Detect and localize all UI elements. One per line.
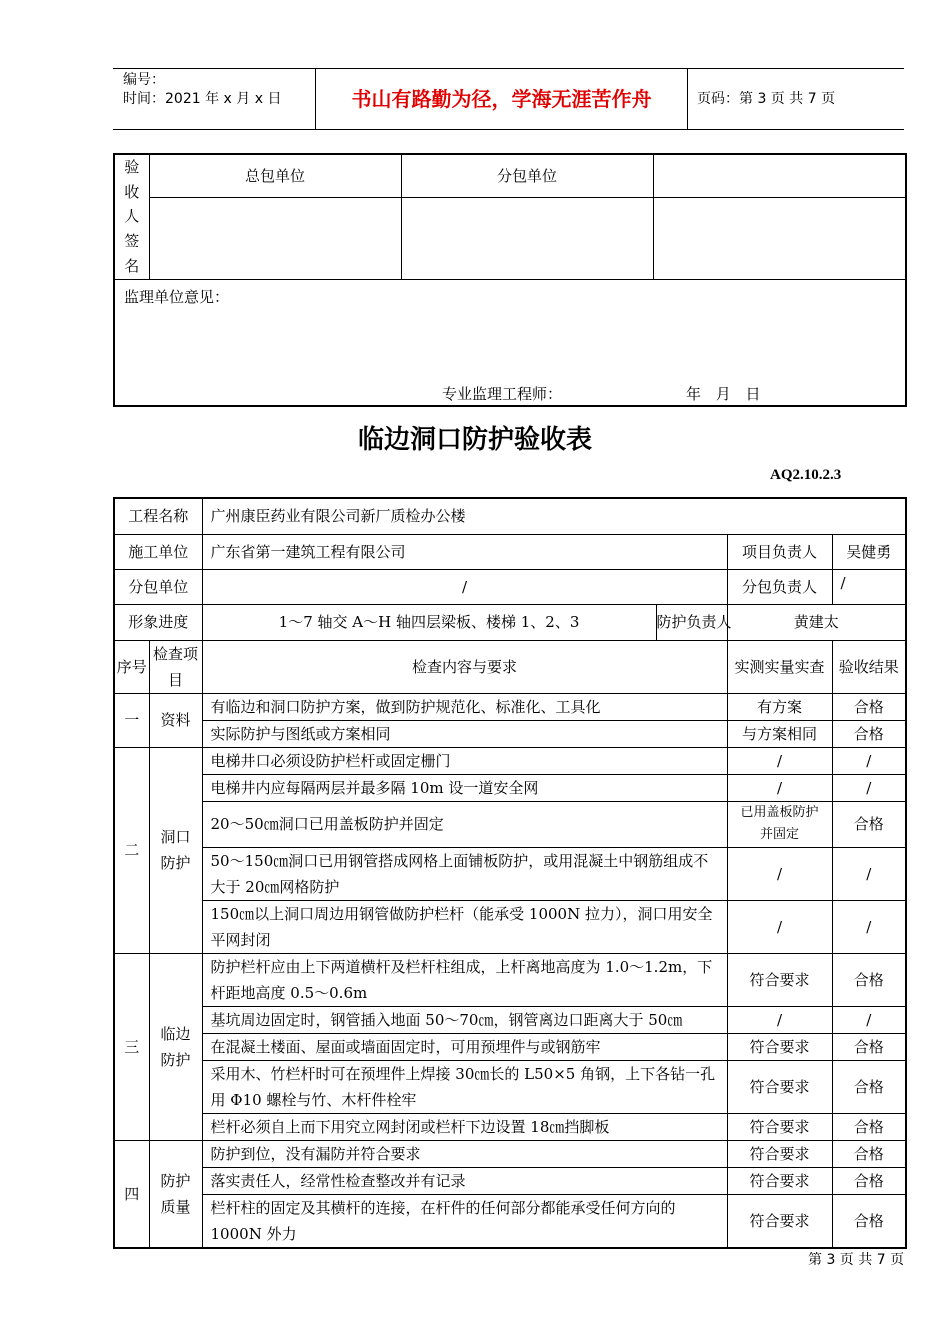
- check-measured: 符合要求: [727, 1060, 832, 1113]
- sub-contractor-signature[interactable]: [401, 197, 653, 279]
- check-result: 合格: [832, 1060, 906, 1113]
- check-content: 电梯井内应每隔两层并最多隔 10m 设一道安全网: [202, 774, 727, 801]
- check-content: 防护到位，没有漏防并符合要求: [202, 1140, 727, 1167]
- table-row: [114, 774, 906, 801]
- table-row: [114, 1113, 906, 1140]
- supervisor-opinion-label: 监理单位意见：: [124, 287, 230, 306]
- check-result: 合格: [832, 1113, 906, 1140]
- project-manager-label: 项目负责人: [727, 534, 832, 569]
- date-label: 年 月 日: [686, 384, 761, 403]
- check-content: 150㎝以上洞口周边用钢管做防护栏杆（能承受 1000N 拉力），洞口用安全平网封闭: [202, 900, 727, 953]
- check-result: /: [832, 847, 906, 900]
- check-measured: 符合要求: [727, 1113, 832, 1140]
- table-row: [114, 720, 906, 747]
- check-content: 采用木、竹栏杆时可在预埋件上焊接 30㎝长的 L50×5 角钢，上下各钻一孔用 Φ10 螺栓与竹、木杆件栓牢: [202, 1060, 727, 1113]
- check-content: 电梯井口必须设防护栏杆或固定栅门: [202, 747, 727, 774]
- check-measured: /: [727, 1006, 832, 1033]
- table-row: [114, 1006, 906, 1033]
- check-measured: 符合要求: [727, 953, 832, 1006]
- progress-value: 1～7 轴交 A～H 轴四层梁板、楼梯 1、2、3: [202, 604, 656, 640]
- check-result: /: [832, 900, 906, 953]
- group-item: 资料: [149, 693, 202, 747]
- table-row: [114, 1194, 906, 1248]
- group-seq: 一: [114, 693, 149, 747]
- check-measured: /: [727, 900, 832, 953]
- form-code: AQ2.10.2.3: [770, 467, 842, 483]
- supervisor-engineer-label: 专业监理工程师：: [442, 384, 563, 403]
- project-name-label: 工程名称: [114, 498, 202, 534]
- check-content: 基坑周边固定时，钢管插入地面 50～70㎝，钢管离边口距离大于 50㎝: [202, 1006, 727, 1033]
- supervisor-opinion[interactable]: [114, 279, 906, 406]
- check-content: 落实责任人，经常性检查整改并有记录: [202, 1167, 727, 1194]
- check-content: 栏杆必须自上而下用究立网封闭或栏杆下边设置 18㎝挡脚板: [202, 1113, 727, 1140]
- page-header: [113, 68, 904, 130]
- check-measured: 已用盖板防护并固定: [727, 801, 832, 847]
- check-result: /: [832, 774, 906, 801]
- table-row: [114, 847, 906, 900]
- check-result: 合格: [832, 1033, 906, 1060]
- check-content: 20～50㎝洞口已用盖板防护并固定: [202, 801, 727, 847]
- header-motto: 书山有路勤为径，学海无涯苦作舟: [351, 87, 652, 111]
- table-row: [114, 953, 906, 1006]
- table-row: [114, 1140, 906, 1167]
- contractor-label: 施工单位: [114, 534, 202, 569]
- general-contractor-signature[interactable]: [149, 197, 401, 279]
- protection-manager-label: 防护负责人: [656, 604, 727, 640]
- general-contractor-label: 总包单位: [149, 154, 401, 197]
- sub-manager-value: /: [832, 569, 906, 604]
- check-measured: 符合要求: [727, 1167, 832, 1194]
- sub-contractor-label: 分包单位: [401, 154, 653, 197]
- check-content: 50～150㎝洞口已用钢管搭成网格上面铺板防护，或用混凝土中钢筋组成不大于 20㎝网格防护: [202, 847, 727, 900]
- check-result: 合格: [832, 1140, 906, 1167]
- form-title: 临边洞口防护验收表: [357, 425, 592, 455]
- acceptor-signature-label: 验 收 人 签 名: [114, 154, 149, 279]
- contractor-value: 广东省第一建筑工程有限公司: [202, 534, 727, 569]
- table-row: [114, 1167, 906, 1194]
- protection-manager-value: 黄建太: [727, 604, 906, 640]
- progress-label: 形象进度: [114, 604, 202, 640]
- table-row: [114, 747, 906, 774]
- header-left: [123, 71, 281, 109]
- check-result: /: [832, 1006, 906, 1033]
- check-content: 栏杆柱的固定及其横杆的连接，在杆件的任何部分都能承受任何方向的 1000N 外力: [202, 1194, 727, 1248]
- table-row: [114, 1060, 906, 1113]
- time-label: 时间：2021 年 x 月 x 日: [123, 91, 282, 107]
- check-content: 在混凝土楼面、屋面或墙面固定时，可用预埋件与或钢筋牢: [202, 1033, 727, 1060]
- check-result: 合格: [832, 1194, 906, 1248]
- check-result: 合格: [832, 801, 906, 847]
- other-signature[interactable]: [653, 197, 906, 279]
- col-content-header: 检查内容与要求: [202, 640, 727, 693]
- check-content: 实际防护与图纸或方案相同: [202, 720, 727, 747]
- check-result: 合格: [832, 693, 906, 720]
- sub-manager-label: 分包负责人: [727, 569, 832, 604]
- col-item-header: 检查项目: [149, 640, 202, 693]
- group-seq: 四: [114, 1140, 149, 1248]
- header-page-info: 页码：第 3 页 共 7 页: [697, 91, 836, 107]
- table-row: [114, 1033, 906, 1060]
- group-seq: 二: [114, 747, 149, 953]
- signature-table: [113, 153, 907, 407]
- check-measured: /: [727, 774, 832, 801]
- check-measured: 符合要求: [727, 1194, 832, 1248]
- check-measured: 符合要求: [727, 1140, 832, 1167]
- check-result: 合格: [832, 1167, 906, 1194]
- number-label: 编号：: [123, 72, 165, 88]
- check-measured: 有方案: [727, 693, 832, 720]
- project-manager-value: 吴健勇: [832, 534, 906, 569]
- group-item: 临边防护: [149, 953, 202, 1140]
- group-item: 洞口防护: [149, 747, 202, 953]
- table-row: [114, 693, 906, 720]
- group-seq: 三: [114, 953, 149, 1140]
- group-item: 防护质量: [149, 1140, 202, 1248]
- inspection-table: [113, 497, 907, 1249]
- check-result: 合格: [832, 953, 906, 1006]
- check-content: 有临边和洞口防护方案，做到防护规范化、标准化、工具化: [202, 693, 727, 720]
- check-content: 防护栏杆应由上下两道横杆及栏杆柱组成，上杆离地高度为 1.0～1.2m，下杆距地高度 0.5～0.6m: [202, 953, 727, 1006]
- col-result-header: 验收结果: [832, 640, 906, 693]
- col-measured-header: 实测实量实查: [727, 640, 832, 693]
- col-seq-header: 序号: [114, 640, 149, 693]
- page-footer: 第 3 页 共 7 页: [808, 1252, 905, 1268]
- check-measured: /: [727, 847, 832, 900]
- signature-cell-empty: [653, 154, 906, 197]
- table-row: [114, 900, 906, 953]
- project-name-value: 广州康臣药业有限公司新厂质检办公楼: [202, 498, 906, 534]
- subcontractor-label: 分包单位: [114, 569, 202, 604]
- check-result: 合格: [832, 720, 906, 747]
- check-measured: 符合要求: [727, 1033, 832, 1060]
- check-measured: /: [727, 747, 832, 774]
- check-result: /: [832, 747, 906, 774]
- subcontractor-value: /: [202, 569, 727, 604]
- table-row: [114, 801, 906, 847]
- check-measured: 与方案相同: [727, 720, 832, 747]
